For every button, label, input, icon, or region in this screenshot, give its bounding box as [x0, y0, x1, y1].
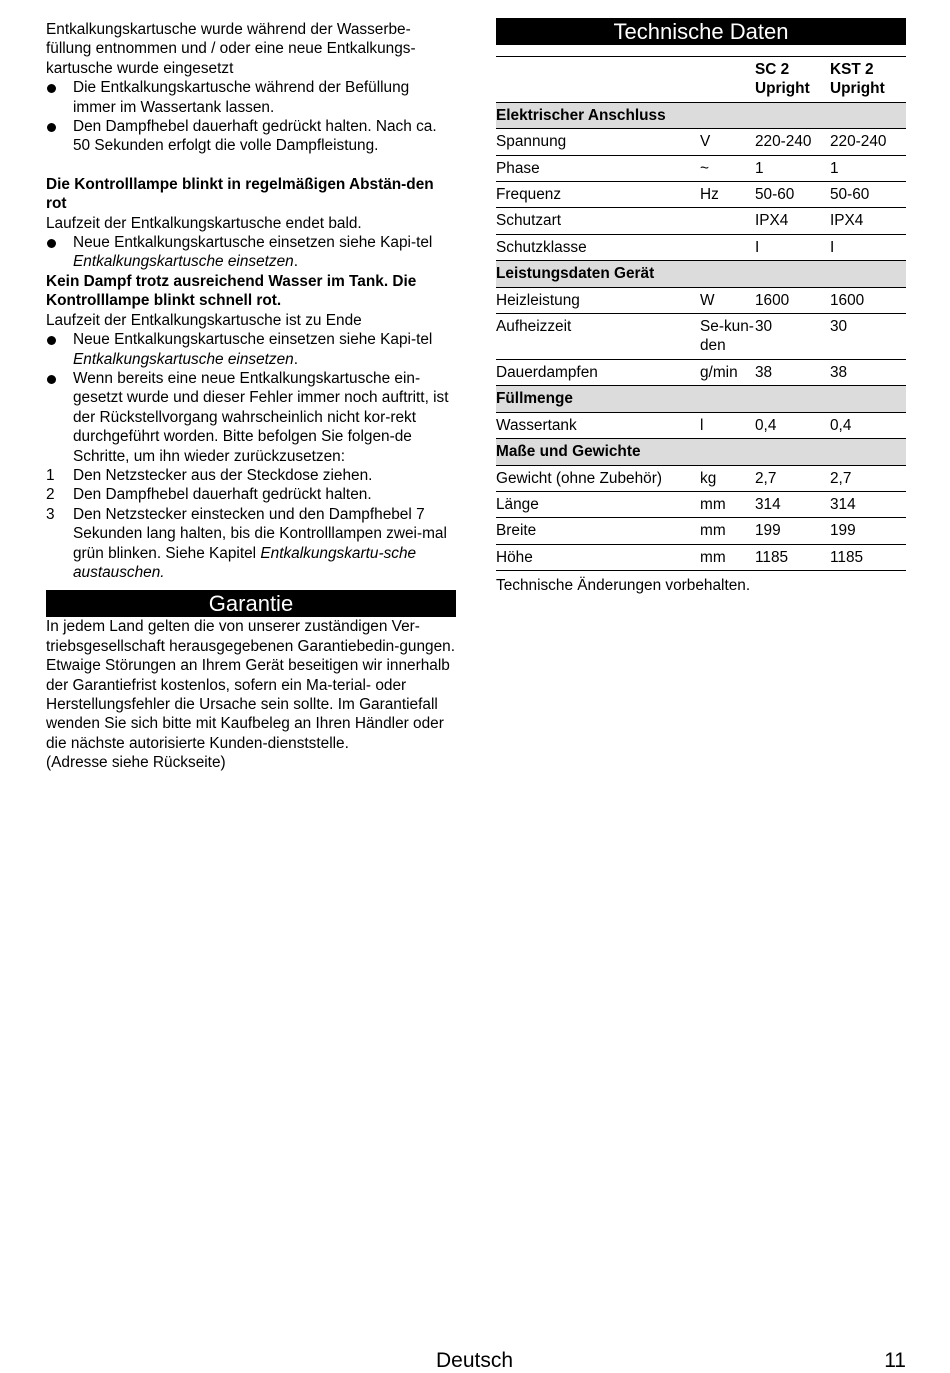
row-label: Gewicht (ohne Zubehör) [496, 465, 700, 491]
page-number: 11 [884, 1349, 906, 1372]
bullet-text: Die Entkalkungskartusche während der Befüllung immer im Wassertank lassen. [73, 79, 410, 116]
table-row [496, 465, 906, 491]
row-value-sc2: 1185 [755, 544, 830, 570]
row-value-kst2: 1600 [830, 287, 906, 313]
table-row [496, 182, 906, 208]
row-value-kst2: 38 [830, 359, 906, 385]
footer-language: Deutsch [436, 1349, 514, 1372]
row-value-kst2: 30 [830, 314, 906, 360]
row-label: Höhe [496, 544, 700, 570]
row-value-kst2: 2,7 [830, 465, 906, 491]
row-value-kst2: 50-60 [830, 182, 906, 208]
table-row [496, 412, 906, 438]
row-label: Spannung [496, 129, 700, 155]
bullet-item [46, 330, 456, 369]
bullet-text: Wenn bereits eine neue Entkalkungskartusche ein-gesetzt wurde und dieser Fehler immer noch auftritt, ist der Rückstellvorgang wahrscheinlich nicht kor-rekt durchgeführt worden. Bitte befolgen Sie folgen-de Schritte, um ihn wieder zurückzusetzen: [73, 369, 449, 465]
row-unit: Se-kun-den [700, 314, 755, 360]
table-row [496, 208, 906, 234]
row-value-sc2: 1 [755, 155, 830, 181]
bullet-item [46, 117, 456, 156]
bullet-icon [46, 117, 73, 156]
step-number: 3 [46, 505, 55, 523]
row-value-sc2: I [755, 234, 830, 260]
bullet-item [46, 369, 456, 466]
technical-data-table [496, 56, 906, 571]
step-number: 2 [46, 486, 55, 504]
row-label: Schutzklasse [496, 234, 700, 260]
row-unit: mm [700, 544, 755, 570]
row-unit: Hz [700, 182, 755, 208]
row-label: Phase [496, 155, 700, 181]
row-label: Breite [496, 518, 700, 544]
row-value-sc2: 199 [755, 518, 830, 544]
row-value-sc2: 220-240 [755, 129, 830, 155]
group-label: Elektrischer Anschluss [496, 102, 906, 128]
step-text-part: Den Netzstecker einstecken und den Dampfhebel 7 Sekunden lang halten, bis die Kontrolllampen zwei-mal grün blinken. Siehe Kapitel [73, 505, 447, 562]
row-value-kst2: 1185 [830, 544, 906, 570]
step-text: Den Netzstecker aus der Steckdose ziehen. [73, 466, 373, 484]
group-label: Füllmenge [496, 386, 906, 412]
bullet-text-end: . [293, 253, 299, 271]
row-label: Wassertank [496, 412, 700, 438]
bullet-text-part: Neue Entkalkungskartusche einsetzen siehe Kapi-tel [73, 331, 433, 349]
paragraph: Laufzeit der Entkalkungskartusche endet bald. [46, 214, 362, 232]
row-value-sc2: 30 [755, 314, 830, 360]
row-value-kst2: 1 [830, 155, 906, 181]
bullet-text-part: Neue Entkalkungskartusche einsetzen siehe Kapi-tel [73, 234, 433, 252]
row-value-sc2: IPX4 [755, 208, 830, 234]
section-heading: Die Kontrolllampe blinkt in regelmäßigen Abstän-den rot [46, 175, 434, 213]
bullet-item [46, 233, 456, 272]
chapter-reference: Entkalkungskartusche einsetzen [73, 350, 294, 368]
row-unit: ~ [700, 155, 755, 181]
left-column [46, 20, 456, 773]
row-unit: V [700, 129, 755, 155]
row-value-kst2: I [830, 234, 906, 260]
section-heading: Kein Dampf trotz ausreichend Wasser im Tank. Die Kontrolllampe blinkt schnell rot. [46, 272, 417, 310]
row-unit: g/min [700, 359, 755, 385]
row-value-kst2: IPX4 [830, 208, 906, 234]
row-value-sc2: 0,4 [755, 412, 830, 438]
header-cell-empty [700, 57, 755, 103]
intro-line: kartusche wurde eingesetzt [46, 59, 234, 77]
table-header-row [496, 57, 906, 103]
numbered-step [46, 505, 456, 583]
table-row [496, 314, 906, 360]
row-value-kst2: 199 [830, 518, 906, 544]
garantie-address: (Adresse siehe Rückseite) [46, 754, 226, 772]
chapter-reference: Entkalkungskartu-sche austauschen. [73, 544, 417, 581]
row-value-sc2: 38 [755, 359, 830, 385]
row-value-sc2: 314 [755, 491, 830, 517]
numbered-step [46, 485, 456, 504]
technical-changes-note: Technische Änderungen vorbehalten. [496, 577, 751, 595]
table-row [496, 155, 906, 181]
table-group-row [496, 439, 906, 465]
bullet-icon [46, 369, 73, 466]
table-row [496, 518, 906, 544]
header-cell-empty [496, 57, 700, 103]
numbered-step [46, 466, 456, 485]
paragraph: Laufzeit der Entkalkungskartusche ist zu Ende [46, 311, 362, 329]
chapter-reference: Entkalkungskartusche einsetzen [73, 253, 294, 271]
table-row [496, 234, 906, 260]
bullet-text: Den Dampfhebel dauerhaft gedrückt halten. Nach ca. 50 Sekunden erfolgt die volle Dampfleistung. [73, 118, 437, 155]
step-text [73, 505, 456, 583]
row-label: Aufheizzeit [496, 314, 700, 360]
table-group-row [496, 386, 906, 412]
table-group-row [496, 261, 906, 287]
row-unit: mm [700, 518, 755, 544]
row-value-kst2: 0,4 [830, 412, 906, 438]
intro-line: Entkalkungskartusche wurde während der Wasserbe- [46, 21, 411, 38]
bullet-text [73, 233, 456, 272]
technical-data-title-bar: Technische Daten [496, 18, 906, 45]
table-row [496, 544, 906, 570]
row-unit [700, 208, 755, 234]
row-unit: kg [700, 465, 755, 491]
row-unit: W [700, 287, 755, 313]
row-unit: mm [700, 491, 755, 517]
row-label: Dauerdampfen [496, 359, 700, 385]
row-value-sc2: 1600 [755, 287, 830, 313]
row-value-kst2: 314 [830, 491, 906, 517]
step-text: Den Dampfhebel dauerhaft gedrückt halten. [73, 486, 372, 504]
group-label: Maße und Gewichte [496, 439, 906, 465]
table-row [496, 129, 906, 155]
intro-line: füllung entnommen und / oder eine neue Entkalkungs- [46, 40, 416, 58]
garantie-title-bar: Garantie [46, 590, 456, 617]
table-row [496, 287, 906, 313]
row-label: Länge [496, 491, 700, 517]
row-value-sc2: 2,7 [755, 465, 830, 491]
right-column [496, 18, 906, 596]
garantie-text: In jedem Land gelten die von unserer zuständigen Ver-triebsgesellschaft herausgegebenen Garantiebedin-gungen. Etwaige Störungen an Ihrem Gerät beseitigen wir innerhalb der Garantiefrist kostenlos, sofern ein Ma-terial- oder Herstellungsfehler die Ursache sein sollte. Im Garantiefall wenden Sie sich bitte mit Kaufbeleg an Ihren Händler oder die nächste autorisierte Kunden-dienststelle. [46, 618, 456, 752]
step-number: 1 [46, 466, 55, 484]
table-group-row [496, 102, 906, 128]
row-label: Frequenz [496, 182, 700, 208]
bullet-icon [46, 330, 73, 369]
bullet-text [73, 330, 456, 369]
bullet-icon [46, 233, 73, 272]
row-value-sc2: 50-60 [755, 182, 830, 208]
bullet-text-end: . [293, 350, 299, 368]
group-label: Leistungsdaten Gerät [496, 261, 906, 287]
header-cell-sc2: SC 2 Upright [755, 57, 830, 103]
table-row [496, 491, 906, 517]
bullet-item [46, 78, 456, 117]
bullet-icon [46, 78, 73, 117]
row-unit: l [700, 412, 755, 438]
row-label: Heizleistung [496, 287, 700, 313]
table-row [496, 359, 906, 385]
row-value-kst2: 220-240 [830, 129, 906, 155]
header-cell-kst2: KST 2 Upright [830, 57, 906, 103]
row-label: Schutzart [496, 208, 700, 234]
row-unit [700, 234, 755, 260]
